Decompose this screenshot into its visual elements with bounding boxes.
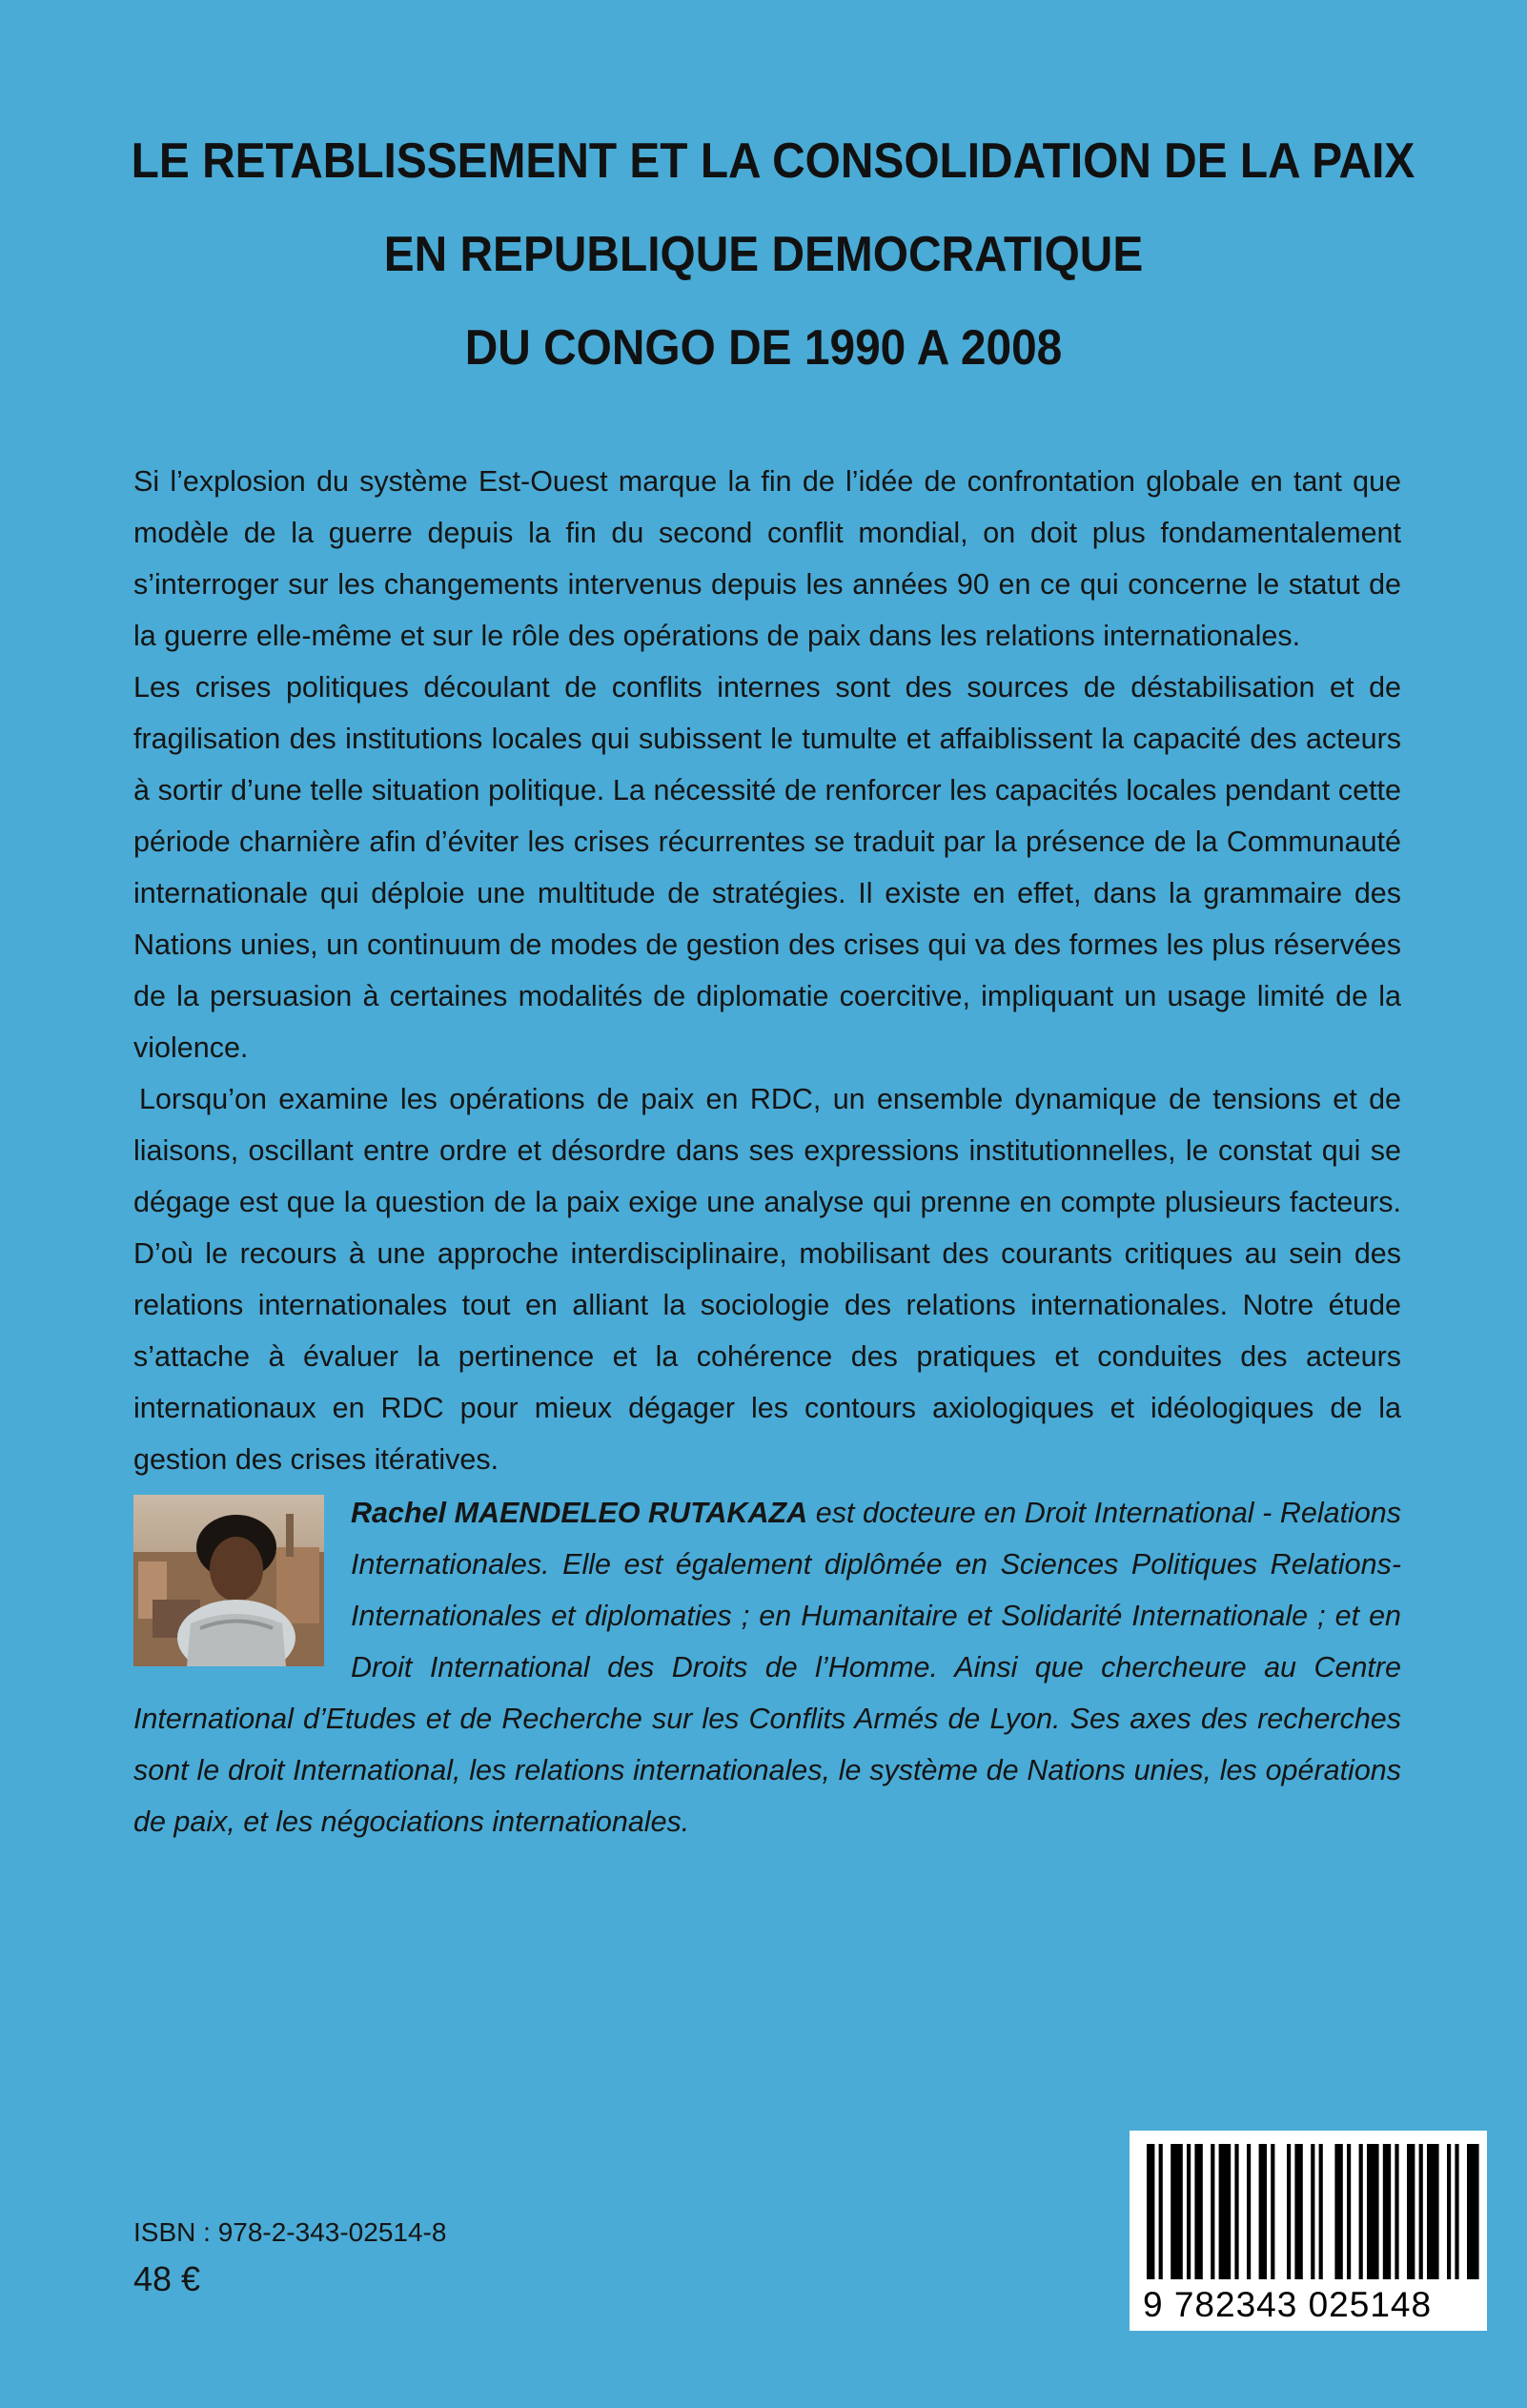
title-line-2: EN REPUBLIQUE DEMOCRATIQUE [383,227,1144,282]
author-name: Rachel MAENDELEO RUTAKAZA [351,1497,808,1529]
barcode-bar [1383,2144,1391,2279]
barcode-bar [1347,2144,1351,2279]
book-summary [133,456,1401,1485]
barcode-bar [1334,2144,1342,2279]
barcode-bar [1294,2144,1302,2279]
book-title [76,114,1451,395]
barcode-bar [1319,2144,1323,2279]
barcode-bar [1219,2144,1232,2279]
photo-spacer [133,1487,351,1685]
barcode-bar [1234,2144,1238,2279]
barcode-bar [1407,2144,1415,2279]
author-bio-text: est docteure en Droit International - Relations Internationales. Elle est également diplômée en Sciences Politiques Relations-Internationales et diplomaties ; en Humanitaire et Solidarité Internationale ; et en Droit International des Droits de l’Homme. Ainsi que chercheure au Centre International d’Etudes et de Recherche sur les Conflits Armés de Lyon. Ses axes des recherches sont le droit International, les relations internationales, le système de Nations unies, les opérations de paix, et les négociations internationales. [133,1497,1401,1838]
summary-paragraph-1: Si l’explosion du système Est-Ouest marque la fin de l’idée de confrontation globale en tant que modèle de la guerre depuis la fin du second conflit mondial, on doit plus fondamentalement s’interroger sur les changements intervenus depuis les années 90 en ce qui concerne le statut de la guerre elle-même et sur le rôle des opérations de paix dans les relations internationales. [133,465,1401,652]
barcode-bar [1194,2144,1202,2279]
barcode-bar [1171,2144,1183,2279]
barcode [1130,2131,1487,2331]
barcode-bar [1367,2144,1379,2279]
barcode-bar [1467,2144,1479,2279]
title-line-1: LE RETABLISSEMENT ET LA CONSOLIDATION DE LA PAIX [131,133,1415,189]
barcode-bar [1447,2144,1451,2279]
barcode-bar [1455,2144,1458,2279]
summary-paragraph-3: Lorsqu’on examine les opérations de paix en RDC, un ensemble dynamique de tensions et de liaisons, oscillant entre ordre et désordre dans ses expressions institutionnelles, le constat qui se dégage est que la question de la paix exige une analyse qui prenne en compte plusieurs facteurs. D’où le recours à une approche interdisciplinaire, mobilisant des courants critiques au sein des relations internationales tout en alliant la sociologie des relations internationales. Notre étude s’attache à évaluer la pertinence et la cohérence des pratiques et conduites des acteurs internationaux en RDC pour mieux dégager les contours axiologiques et idéologiques de la gestion des crises itératives. [133,1083,1401,1476]
barcode-bar [1311,2144,1314,2279]
barcode-bar [1259,2144,1267,2279]
author-bio [133,1487,1401,1847]
barcode-digits: 9 782343 025148 [1143,2285,1433,2324]
barcode-bar [1427,2144,1439,2279]
barcode-bar [1211,2144,1214,2279]
barcode-bar [1147,2144,1154,2279]
barcode-bar [1359,2144,1363,2279]
barcode-bar [1187,2144,1191,2279]
barcode-bar [1159,2144,1163,2279]
price: 48 € [133,2259,201,2298]
summary-paragraph-2: Les crises politiques découlant de conflits internes sont des sources de déstabilisation et de fragilisation des institutions locales qui subissent le tumulte et affaiblissent la capacité des acteurs à sortir d’une telle situation politique. La nécessité de renforcer les capacités locales pendant cette période charnière afin d’éviter les crises récurrentes se traduit par la présence de la Communauté internationale qui déploie une multitude de stratégies. Il existe en effet, dans la grammaire des Nations unies, un continuum de modes de gestion des crises qui va des formes les plus réservées de la persuasion à certaines modalités de diplomatie coercitive, impliquant un usage limité de la violence. [133,671,1401,1064]
barcode-bar [1419,2144,1423,2279]
title-line-3: DU CONGO DE 1990 A 2008 [464,320,1063,376]
isbn: ISBN : 978-2-343-02514-8 [133,2217,447,2247]
barcode-bar [1395,2144,1398,2279]
barcode-bar [1247,2144,1251,2279]
barcode-bar [1287,2144,1291,2279]
barcode-bar [1271,2144,1274,2279]
